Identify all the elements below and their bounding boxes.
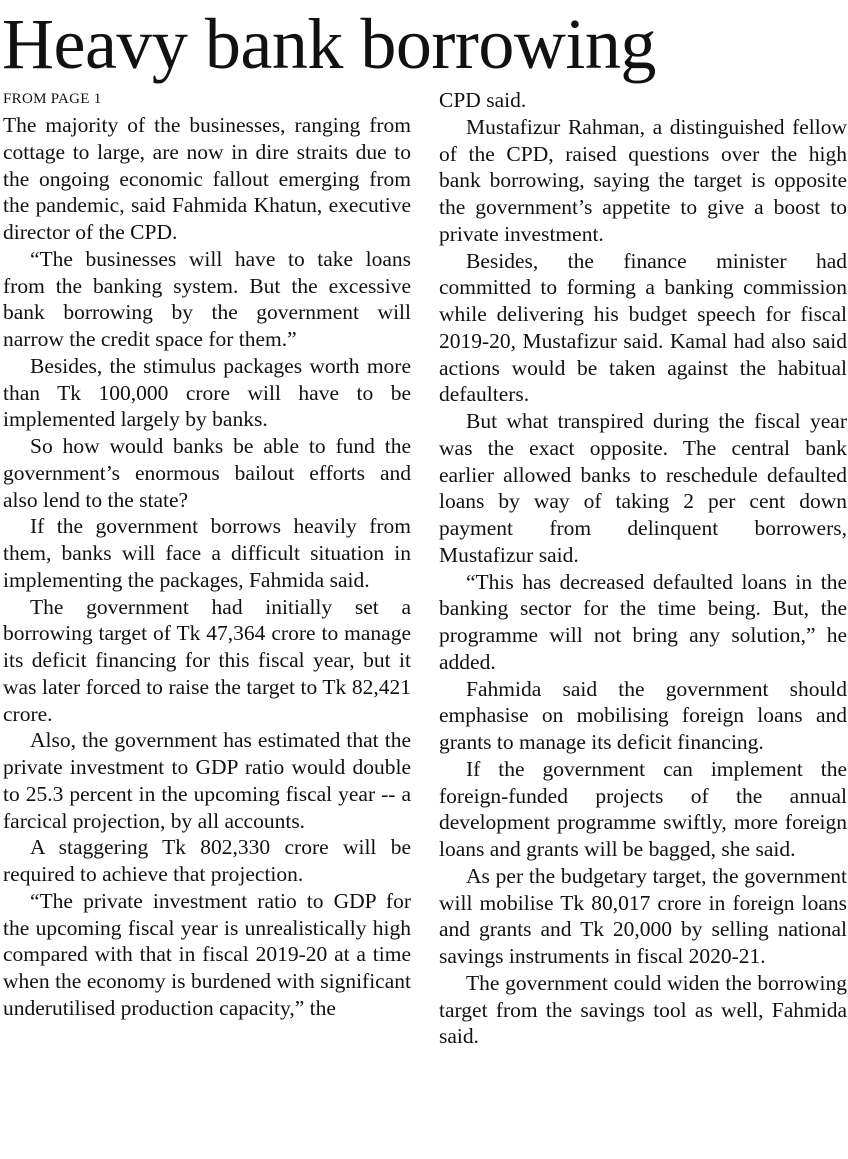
paragraph: As per the budgetary target, the government will mobilise Tk 80,017 crore in foreign loans and grants and Tk 20,000 by selling national savings instruments in fiscal 2020-21. [439, 863, 847, 968]
right-column [439, 87, 847, 1050]
paragraph: Also, the government has estimated that the private investment to GDP ratio would double to 25.3 percent in the upcoming fiscal year -- a farcical projection, by all accounts. [3, 728, 411, 833]
continuation-kicker: FROM PAGE 1 [3, 91, 102, 107]
left-column [3, 112, 411, 1022]
paragraph: The government had initially set a borrowing target of Tk 47,364 crore to manage its deficit financing for this fiscal year, but it was later forced to raise the target to Tk 82,421 crore. [3, 594, 411, 726]
paragraph: Mustafizur Rahman, a distinguished fellow of the CPD, raised questions over the high bank borrowing, saying the target is opposite the government’s appetite to give a boost to private investment. [439, 114, 847, 246]
paragraph: The government could widen the borrowing target from the savings tool as well, Fahmida said. [439, 970, 847, 1049]
headline: Heavy bank borrowing [2, 4, 656, 84]
paragraph: So how would banks be able to fund the government’s enormous bailout efforts and also lend to the state? [3, 434, 411, 512]
paragraph: A staggering Tk 802,330 crore will be required to achieve that projection. [3, 835, 411, 886]
paragraph: But what transpired during the fiscal year was the exact opposite. The central bank earlier allowed banks to reschedule defaulted loans by way of taking 2 per cent down payment from delinquent borrowers, Mustafizur said. [439, 409, 847, 567]
paragraph: CPD said. [439, 88, 527, 112]
paragraph: “The private investment ratio to GDP for the upcoming fiscal year is unrealistically high compared with that in fiscal 2019-20 at a time when the economy is burdened with significant underutilised production capacity,” the [3, 888, 411, 1020]
paragraph: Besides, the stimulus packages worth more than Tk 100,000 crore will have to be implemented largely by banks. [3, 353, 411, 432]
paragraph: “The businesses will have to take loans from the banking system. But the excessive bank borrowing by the government will narrow the credit space for them.” [3, 246, 411, 351]
paragraph: “This has decreased defaulted loans in the banking sector for the time being. But, the programme will not bring any solution,” he added. [439, 569, 847, 674]
paragraph: If the government can implement the foreign-funded projects of the annual development programme swiftly, more foreign loans and grants will be bagged, she said. [439, 756, 847, 861]
paragraph: Fahmida said the government should emphasise on mobilising foreign loans and grants to manage its deficit financing. [439, 676, 847, 754]
paragraph: The majority of the businesses, ranging from cottage to large, are now in dire straits due to the ongoing economic fallout emerging from the pandemic, said Fahmida Khatun, executive director of the CPD. [3, 113, 411, 244]
paragraph: Besides, the finance minister had committed to forming a banking commission while delivering his budget speech for fiscal 2019-20, Mustafizur said. Kamal had also said actions would be taken against the habitual defaulters. [439, 248, 847, 407]
paragraph: If the government borrows heavily from them, banks will face a difficult situation in implementing the packages, Fahmida said. [3, 514, 411, 592]
